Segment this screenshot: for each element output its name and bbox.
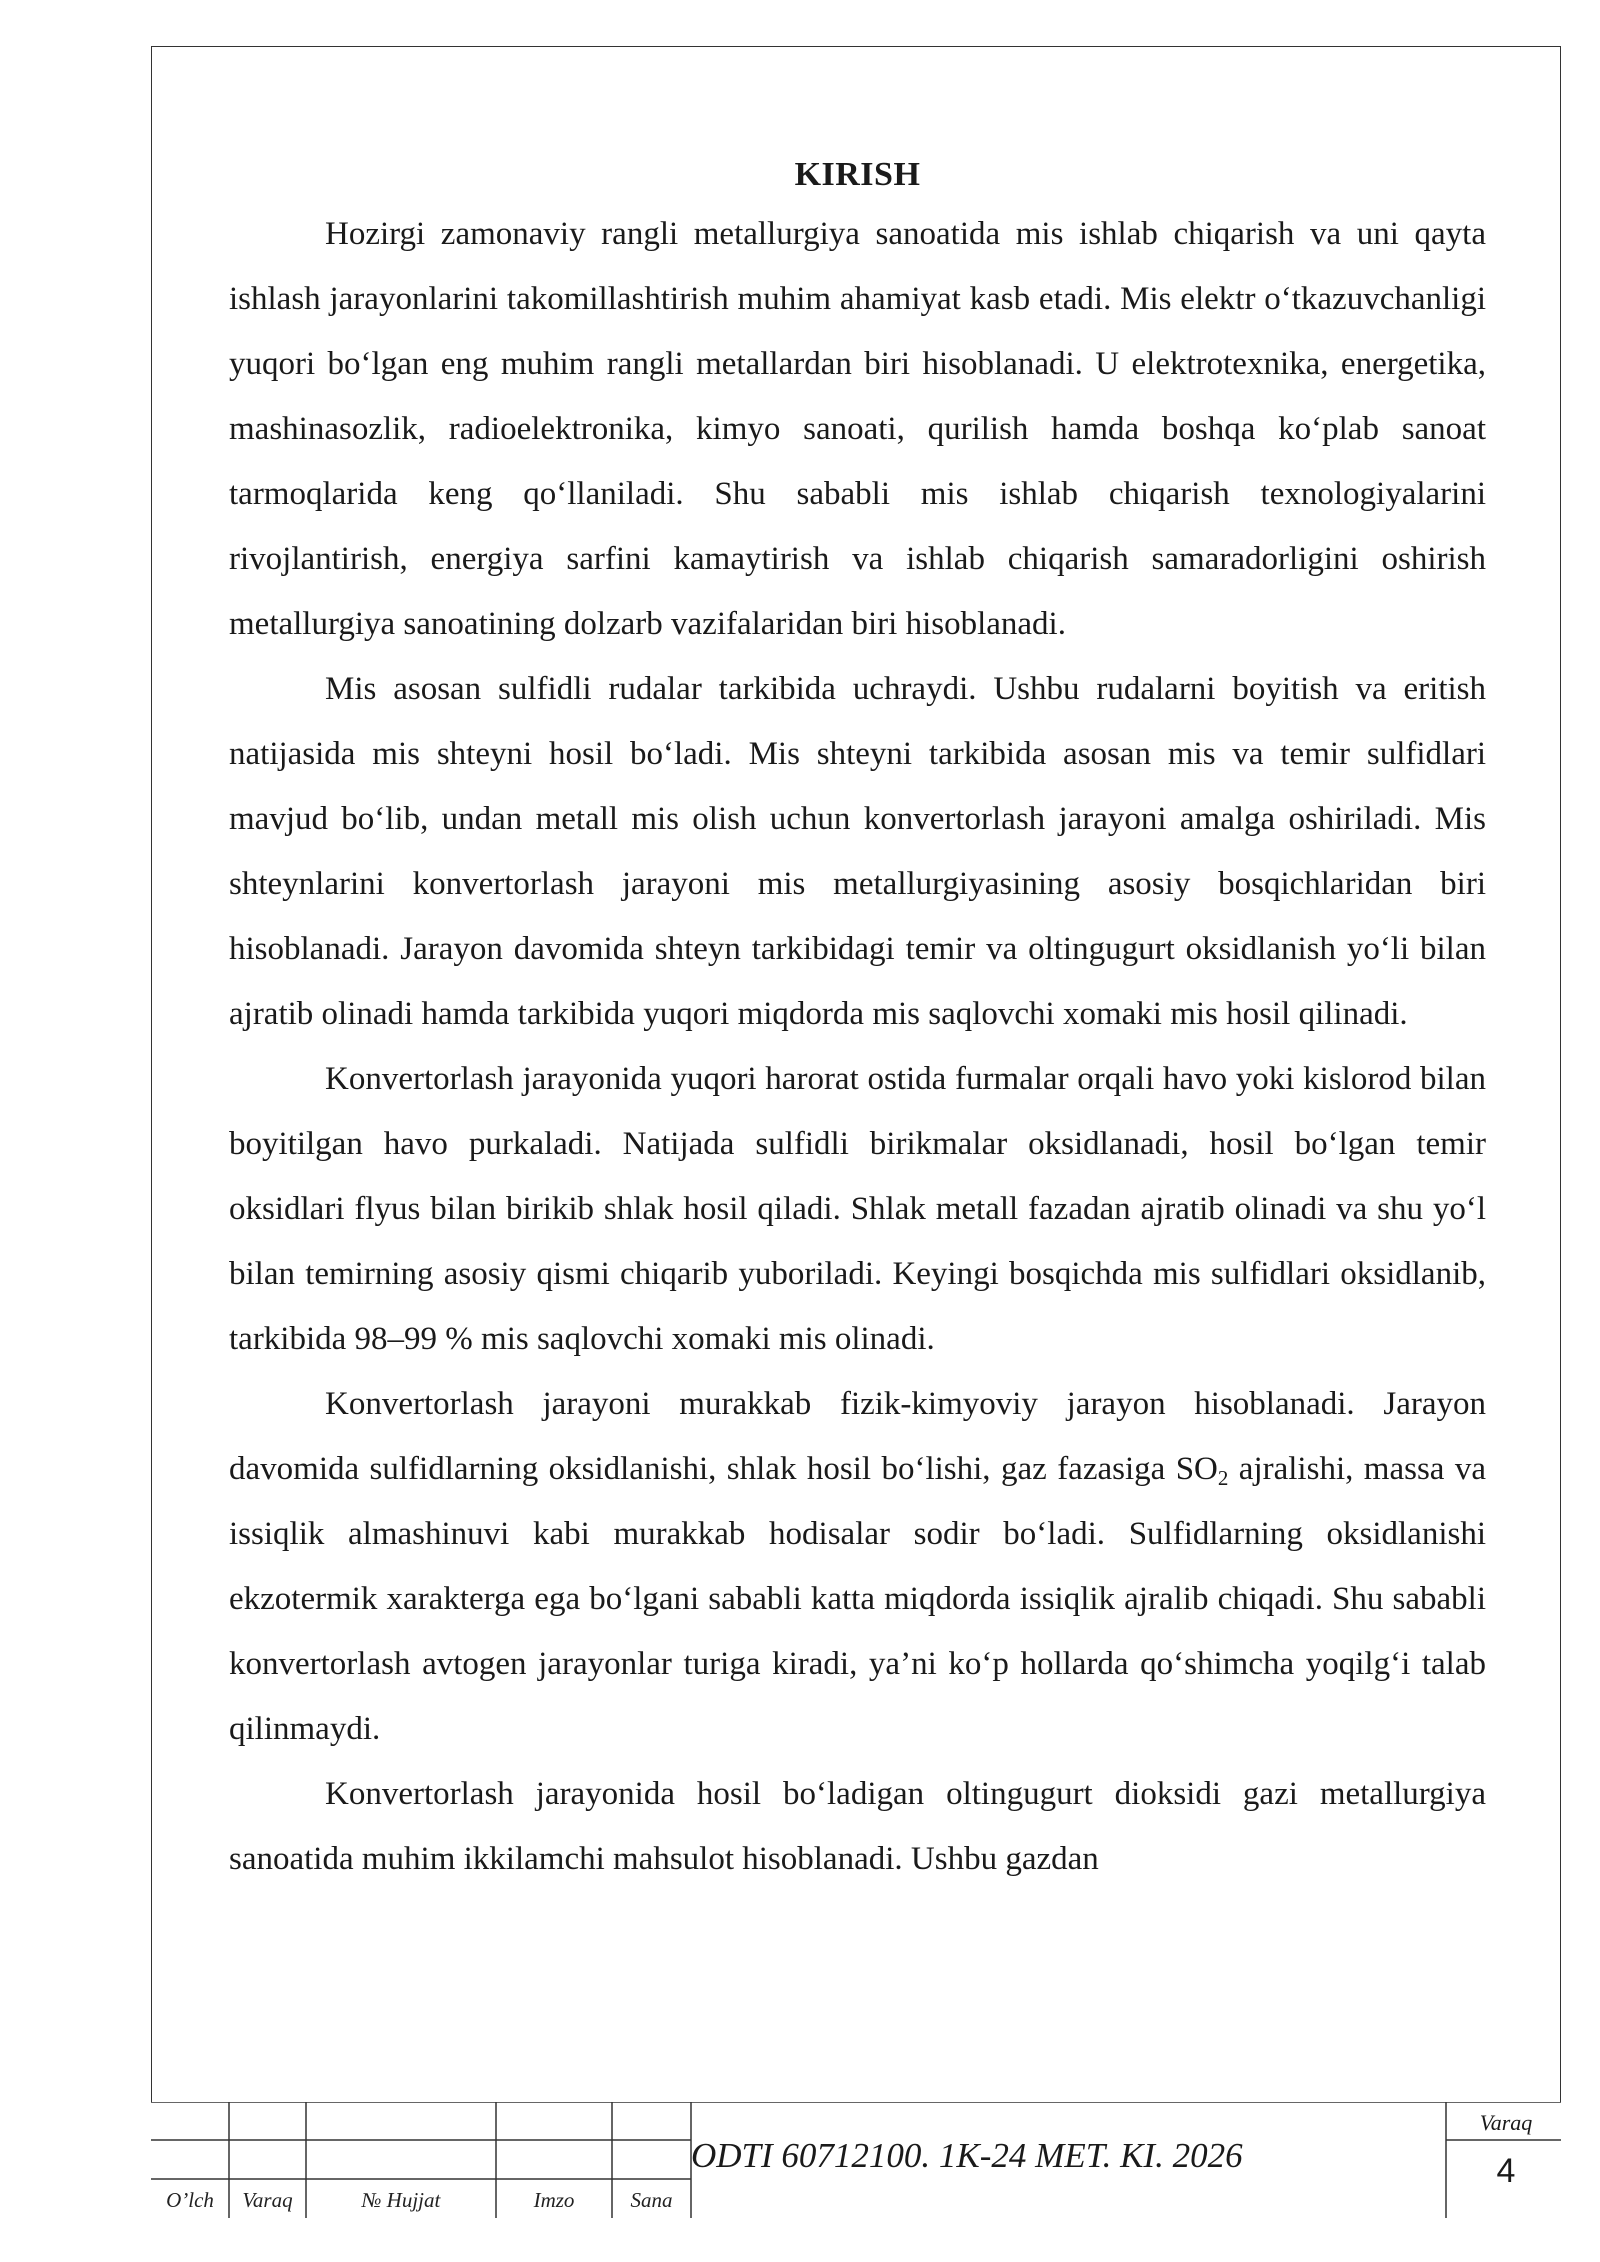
document-body (229, 148, 1486, 1892)
paragraph-2: Mis asosan sulfidli rudalar tarkibida uchraydi. Ushbu rudalarni boyitish va eritish natijasida mis shteyni hosil bo‘ladi. Mis shteyni tarkibida asosan mis va temir sulfidlari mavjud bo‘lib, undan metall mis olish uchun konvertorlash jarayoni amalga oshiriladi. Mis shteynlarini konvertorlash jarayoni mis metallurgiyasining asosiy bosqichlaridan biri hisoblanadi. Jarayon davomida shteyn tarkibidagi temir va oltingugurt oksidlanish yo‘li bilan ajratib olinadi hamda tarkibida yuqori miqdorda mis saqlovchi xomaki mis hosil qilinadi. (229, 671, 1486, 1032)
paragraph-1: Hozirgi zamonaviy rangli metallurgiya sanoatida mis ishlab chiqarish va uni qayta ishlash jarayonlarini takomillashtirish muhim ahamiyat kasb etadi. Mis elektr o‘tkazuvchanligi yuqori bo‘lgan eng muhim rangli metallardan biri hisoblanadi. U elektrotexnika, energetika, mashinasozlik, radioelektronika, kimyo sanoati, qurilish hamda boshqa ko‘plab sanoat tarmoqlarida keng qo‘llaniladi. Shu sababli mis ishlab chiqarish texnologiyalarini rivojlantirish, energiya sarfini kamaytirish va ishlab chiqarish samaradorligini oshirish metallurgiya sanoatining dolzarb vazifalaridan biri hisoblanadi. (229, 216, 1486, 642)
document-code: ODTI 60712100. 1K-24 MET. KI. 2026 (691, 2136, 1243, 2175)
title-block (151, 2102, 1561, 2218)
paragraph-4-part-2: ajralishi, massa va issiqlik almashinuvi kabi murakkab hodisalar sodir bo‘ladi. Sulfidlarning oksidlanishi ekzotermik xarakterga ega bo‘lgani sababli katta miqdorda issiqlik ajralib chiqadi. Shu sababli konvertorlash avtogen jarayonlar turiga kiradi, ya’ni ko‘p hollarda qo‘shimcha yoqilg‘i talab qilinmaydi. (229, 1451, 1486, 1747)
label-sana: Sana (630, 2188, 673, 2212)
subscript-2: 2 (1217, 1466, 1229, 1490)
sheet-number: 4 (1496, 2152, 1516, 2190)
label-hujjat: № Hujjat (361, 2188, 441, 2212)
label-varaq: Varaq (242, 2188, 293, 2212)
paragraph-3: Konvertorlash jarayonida yuqori harorat ostida furmalar orqali havo yoki kislorod bilan boyitilgan havo purkaladi. Natijada sulfidli birikmalar oksidlanadi, hosil bo‘lgan temir oksidlari flyus bilan birikib shlak hosil qiladi. Shlak metall fazadan ajratib olinadi va shu yo‘l bilan temirning asosiy qismi chiqarib yuboriladi. Keyingi bosqichda mis sulfidlari oksidlanib, tarkibida 98–99 % mis saqlovchi xomaki mis olinadi. (229, 1061, 1486, 1357)
label-olch: O’lch (166, 2188, 214, 2212)
paragraph-4-part-1: Konvertorlash jarayoni murakkab fizik-kimyoviy jarayon hisoblanadi. Jarayon davomida sulfidlarning oksidlanishi, shlak hosil bo‘lishi, gaz fazasiga SO (229, 1386, 1486, 1487)
label-imzo: Imzo (533, 2188, 575, 2212)
paragraph-5: Konvertorlash jarayonida hosil bo‘ladigan oltingugurt dioksidi gazi metallurgiya sanoatida muhim ikkilamchi mahsulot hisoblanadi. Ushbu gazdan (229, 1776, 1486, 1877)
section-heading: KIRISH (794, 156, 921, 193)
paragraph-4 (229, 1372, 1486, 1762)
sheet-label: Varaq (1479, 2110, 1533, 2135)
